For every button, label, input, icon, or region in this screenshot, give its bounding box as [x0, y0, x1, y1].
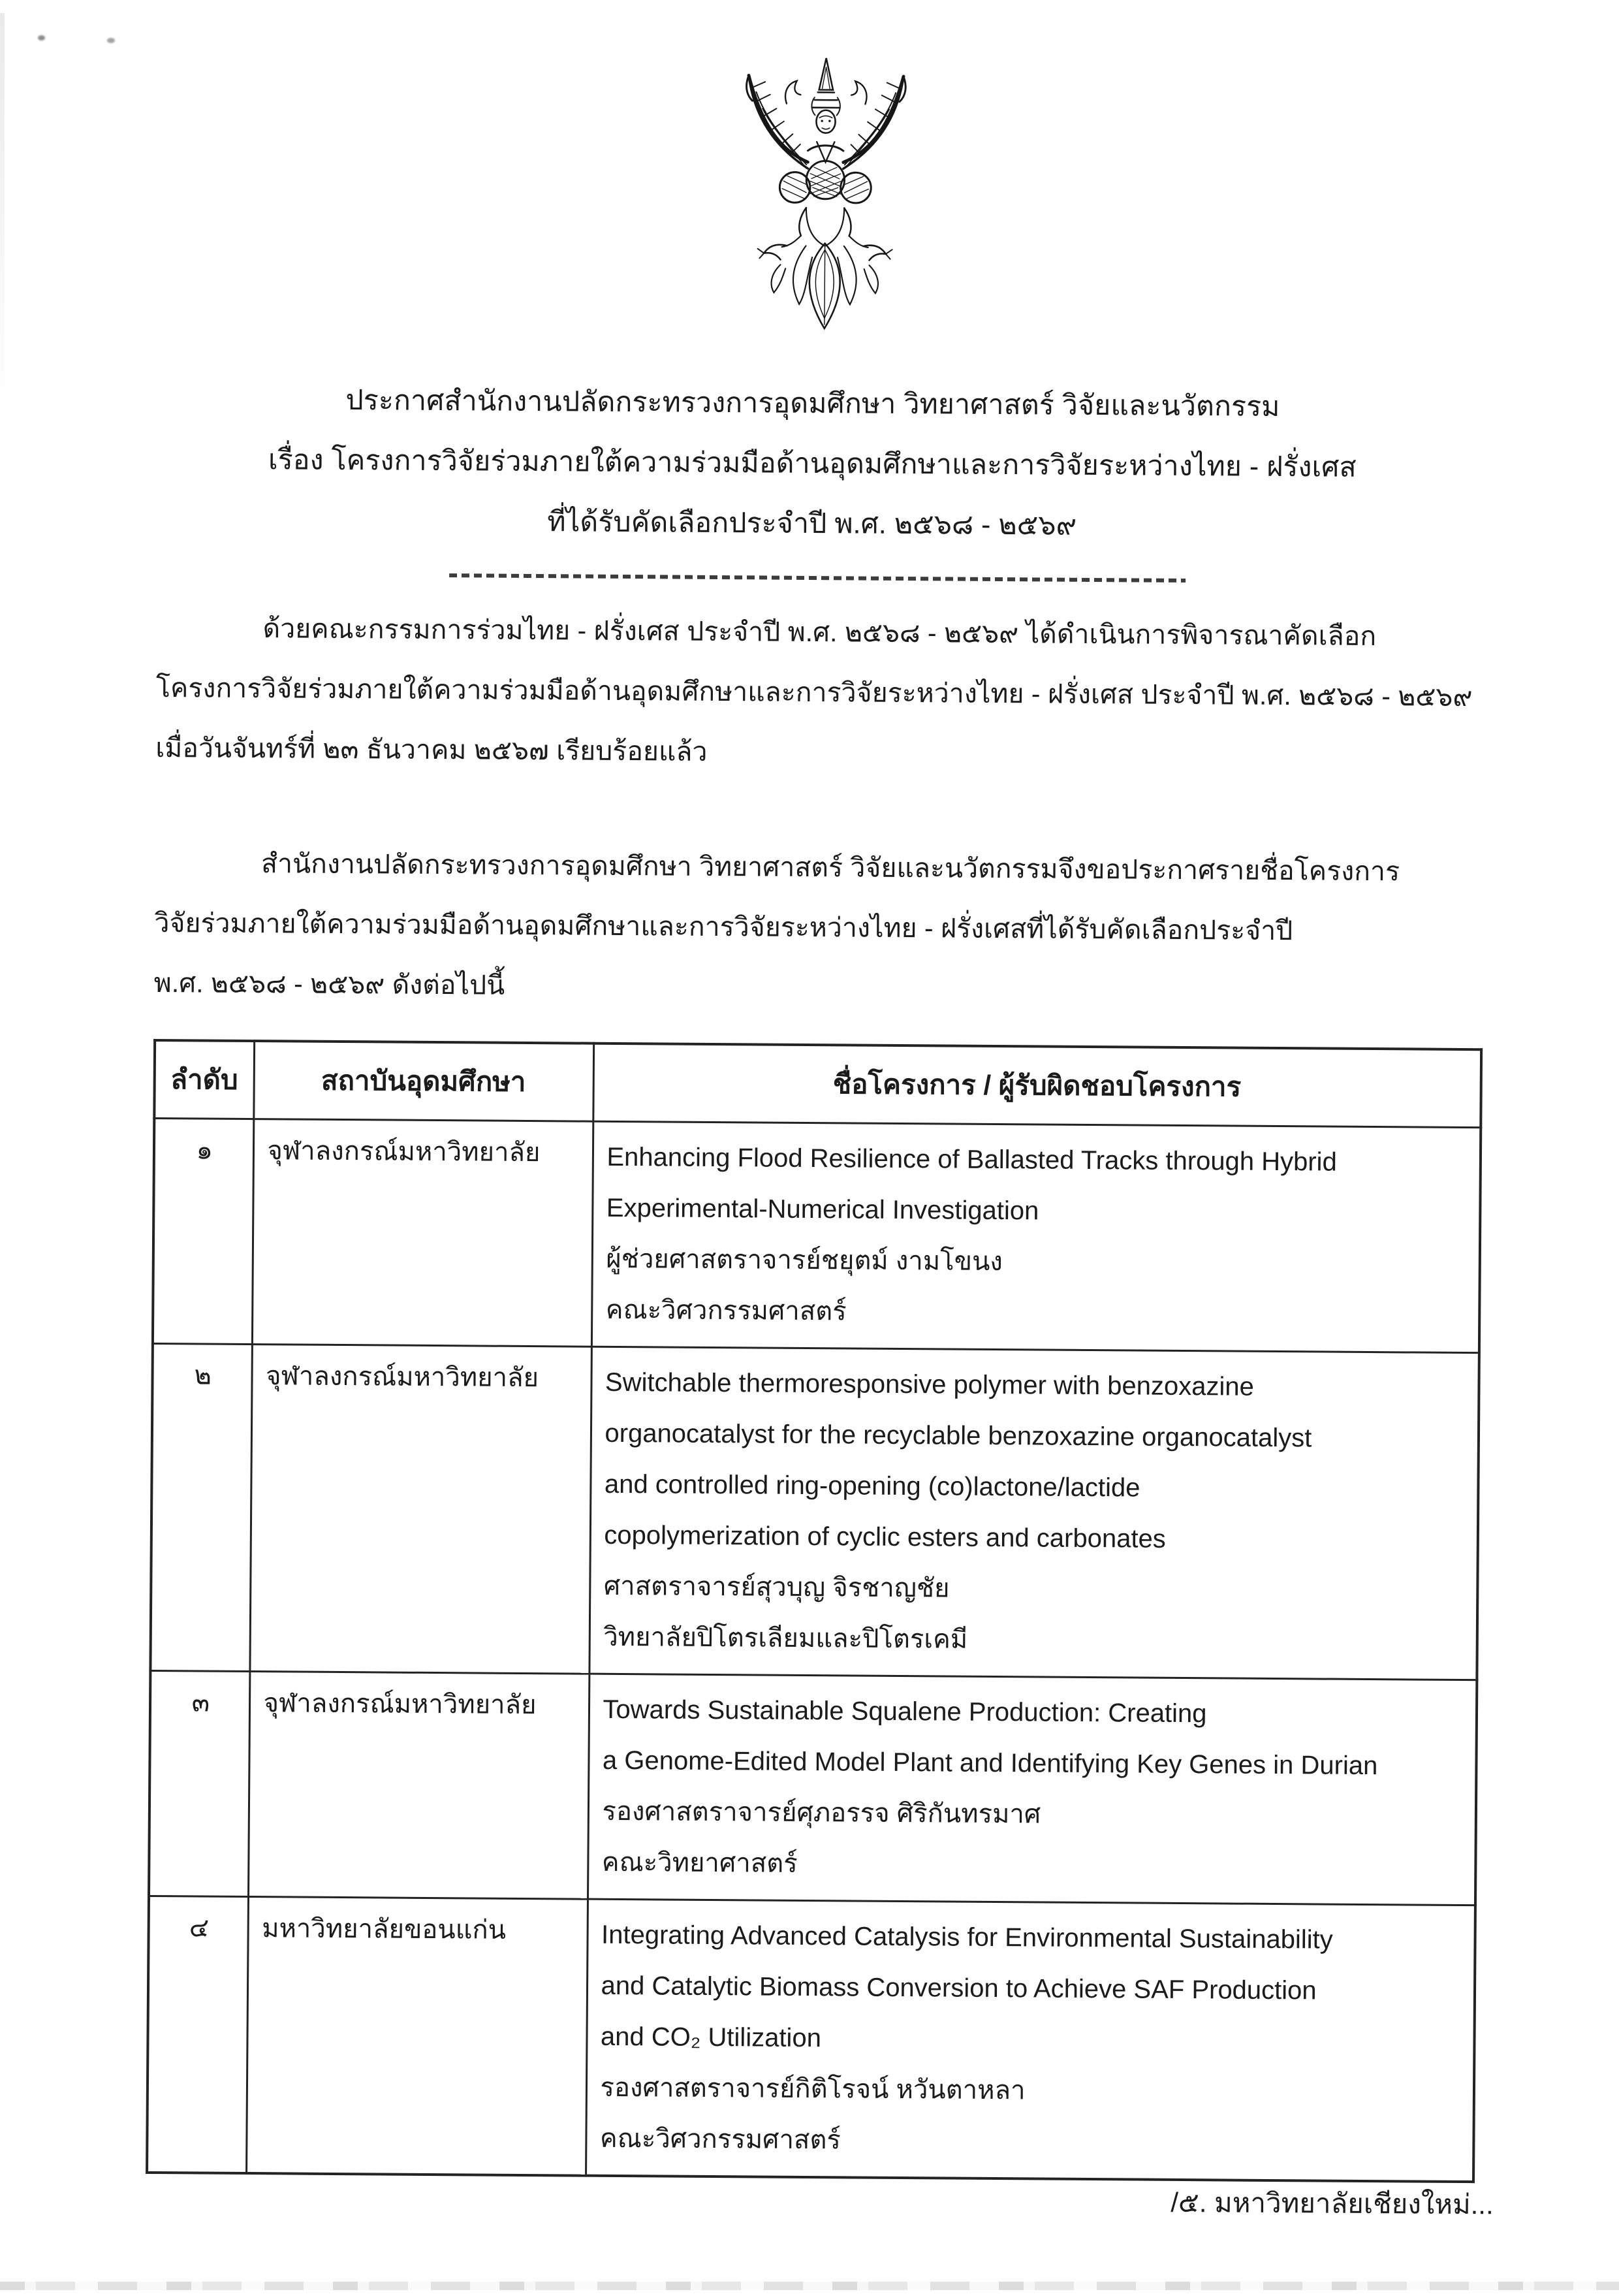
paragraph-line: พ.ศ. ๒๕๖๘ - ๒๕๖๙ ดังต่อไปนี้ [153, 967, 505, 1000]
project-line: Integrating Advanced Catalysis for Environmental Sustainability [601, 1920, 1333, 1954]
project-line: Experimental-Numerical Investigation [606, 1193, 1039, 1226]
column-header-institution: สถาบันอุดมศึกษา [253, 1041, 593, 1121]
project-line: Enhancing Flood Resilience of Ballasted Tracks through Hybrid [606, 1142, 1337, 1177]
project-cell [591, 1121, 1481, 1352]
project-line: ผู้ช่วยศาสตราจารย์ชยุตม์ งามโขนง [606, 1244, 1003, 1277]
row-number: ๓ [149, 1670, 249, 1896]
project-line: organocatalyst for the recyclable benzoxazine organocatalyst [605, 1418, 1312, 1453]
title-line: เรื่อง โครงการวิจัยร่วมภายใต้ความร่วมมือด้านอุดมศึกษาและการวิจัยระหว่างไทย - ฝรั่งเศส [268, 444, 1357, 483]
project-cell [588, 1674, 1477, 1905]
paragraph-line: สำนักงานปลัดกระทรวงการอุดมศึกษา วิทยาศาสตร์ วิจัยและนวัตกรรมจึงขอประกาศรายชื่อโครงการ [260, 848, 1400, 887]
project-line: วิทยาลัยปิโตรเลียมและปิโตรเคมี [603, 1622, 968, 1654]
row-number: ๔ [147, 1896, 248, 2173]
project-line: คณะวิทยาศาสตร์ [601, 1847, 798, 1878]
institution-cell: จุฬาลงกรณ์มหาวิทยาลัย [249, 1345, 591, 1674]
project-line: คณะวิศวกรรมศาสตร์ [605, 1295, 847, 1326]
institution-cell: จุฬาลงกรณ์มหาวิทยาลัย [252, 1119, 593, 1347]
dashed-divider [449, 573, 1186, 582]
project-cell [586, 1899, 1475, 2182]
announcement-title [2, 368, 1619, 559]
table-row [150, 1343, 1479, 1680]
project-line: Switchable thermoresponsive polymer with benzoxazine [605, 1367, 1254, 1401]
project-line: a Genome-Edited Model Plant and Identifying Key Genes in Durian [602, 1746, 1378, 1781]
paragraph-line: โครงการวิจัยร่วมภายใต้ความร่วมมือด้านอุดมศึกษาและการวิจัยระหว่างไทย - ฝรั่งเศส ประจำปี พ.ศ. ๒๕๖๘ - ๒๕๖๙ [155, 673, 1473, 712]
column-header-project: ชื่อโครงการ / ผู้รับผิดชอบโครงการ [593, 1044, 1481, 1128]
row-number: ๑ [153, 1119, 253, 1345]
institution-cell: มหาวิทยาลัยขอนแก่น [246, 1897, 588, 2176]
project-line: and controlled ring-opening (co)lactone/lactide [604, 1469, 1140, 1503]
paragraph-line: วิจัยร่วมภายใต้ความร่วมมือด้านอุดมศึกษาและการวิจัยระหว่างไทย - ฝรั่งเศสที่ได้รับคัดเลือกประจำปี [154, 907, 1293, 946]
selected-projects-table [146, 1039, 1483, 2183]
table-row [149, 1670, 1477, 1905]
project-line: and Catalytic Biomass Conversion to Achieve SAF Production [601, 1971, 1317, 2005]
project-line: คณะวิศวกรรมศาสตร์ [599, 2124, 841, 2155]
paragraph-line: เมื่อวันจันทร์ที่ ๒๓ ธันวาคม ๒๕๖๗ เรียบร้อยแล้ว [155, 733, 708, 767]
project-line: copolymerization of cyclic esters and carbonates [604, 1520, 1166, 1554]
table-row [147, 1896, 1475, 2182]
table-header-row [154, 1040, 1481, 1128]
paragraph-selection-result [155, 598, 1486, 787]
project-line: รองศาสตราจารย์ศุภอรรจ ศิริกันทรมาศ [602, 1796, 1041, 1829]
garuda-emblem [710, 55, 941, 348]
project-line: Towards Sustainable Squalene Production: Creating [603, 1695, 1207, 1729]
title-line: ประกาศสำนักงานปลัดกระทรวงการอุดมศึกษา วิทยาศาสตร์ วิจัยและนวัตกรรม [345, 385, 1280, 423]
project-line: รองศาสตราจารย์กิติโรจน์ หวันตาหลา [600, 2073, 1026, 2105]
project-line: ศาสตราจารย์สุวบุญ จิรชาญชัย [603, 1571, 950, 1603]
institution-cell: จุฬาลงกรณ์มหาวิทยาลัย [248, 1672, 589, 1900]
title-line: ที่ได้รับคัดเลือกประจำปี พ.ศ. ๒๕๖๘ - ๒๕๖๙ [547, 506, 1077, 541]
project-line: and CO₂ Utilization [600, 2022, 822, 2053]
paragraph-announcement-intro [153, 833, 1484, 1022]
paragraph-line: ด้วยคณะกรรมการร่วมไทย - ฝรั่งเศส ประจำปี พ.ศ. ๒๕๖๘ - ๒๕๖๙ ได้ดำเนินการพิจารณาคัดเลือก [262, 613, 1377, 652]
column-header-number: ลำดับ [154, 1040, 254, 1119]
page-continuation-note: /๕. มหาวิทยาลัยเชียงใหม่... [1171, 2186, 1494, 2220]
project-cell [589, 1347, 1479, 1680]
row-number: ๒ [150, 1343, 251, 1671]
table-row [153, 1119, 1481, 1353]
